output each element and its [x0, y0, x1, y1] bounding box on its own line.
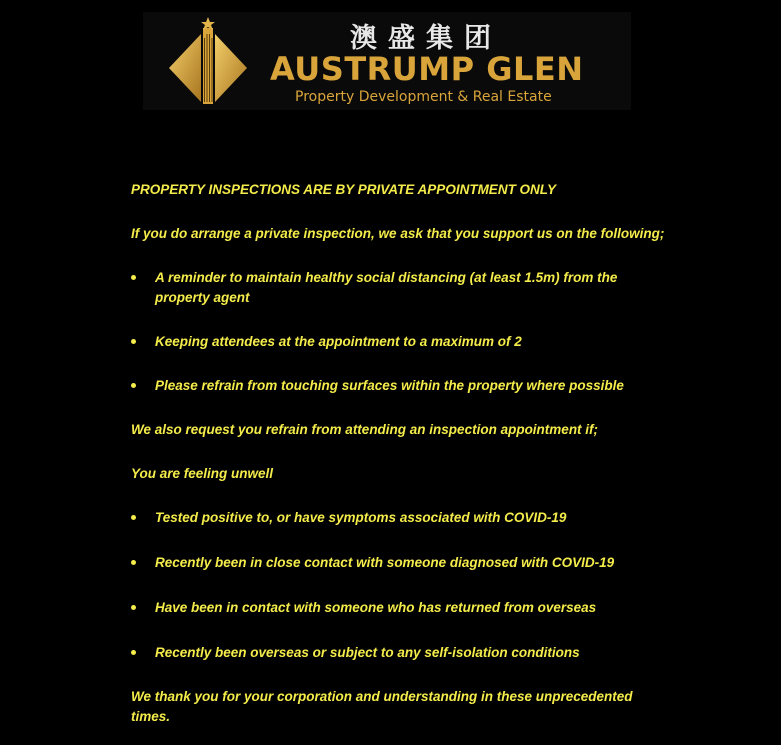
- list-item: [131, 508, 666, 528]
- list-item-text: Please refrain from touching surfaces within the property where possible: [155, 378, 624, 393]
- list-item-text: Recently been overseas or subject to any self-isolation conditions: [155, 645, 580, 660]
- closing-message: We thank you for your corporation and understanding in these unprecedented times.: [131, 689, 633, 724]
- unwell-line: You are feeling unwell: [131, 466, 274, 481]
- bullet-icon: [131, 605, 136, 610]
- request-intro: We also request you refrain from attending an inspection appointment if;: [131, 422, 599, 437]
- notice-heading: PROPERTY INSPECTIONS ARE BY PRIVATE APPOINTMENT ONLY: [131, 182, 557, 197]
- bullet-icon: [131, 650, 136, 655]
- bullet-icon: [131, 515, 136, 520]
- list-item: [131, 553, 666, 573]
- list-item-text: Keeping attendees at the appointment to a maximum of 2: [155, 334, 522, 349]
- list-item-text: Tested positive to, or have symptoms associated with COVID-19: [155, 510, 567, 525]
- list-item-text: Recently been in close contact with someone diagnosed with COVID-19: [155, 555, 615, 570]
- notice-intro: If you do arrange a private inspection, we ask that you support us on the following;: [131, 226, 665, 241]
- list-item: [131, 268, 666, 308]
- bullet-icon: [131, 560, 136, 565]
- list-item: [131, 643, 666, 663]
- list-item-text: A reminder to maintain healthy social distancing (at least 1.5m) from the property agent: [155, 270, 618, 305]
- list-item-text: Have been in contact with someone who has returned from overseas: [155, 600, 597, 615]
- list-item: [131, 376, 666, 396]
- list-item: [131, 598, 666, 618]
- skyscraper-logo-icon: [165, 16, 251, 106]
- bullet-icon: [131, 383, 136, 388]
- company-logo: [143, 12, 631, 110]
- inspection-notice: [131, 180, 666, 727]
- list-item: [131, 332, 666, 352]
- bullet-icon: [131, 339, 136, 344]
- chinese-company-name: 澳盛集团: [350, 23, 502, 54]
- brand-tagline: Property Development & Real Estate: [295, 89, 552, 105]
- bullet-icon: [131, 275, 136, 280]
- brand-name: AUSTRUMP GLEN: [270, 50, 584, 88]
